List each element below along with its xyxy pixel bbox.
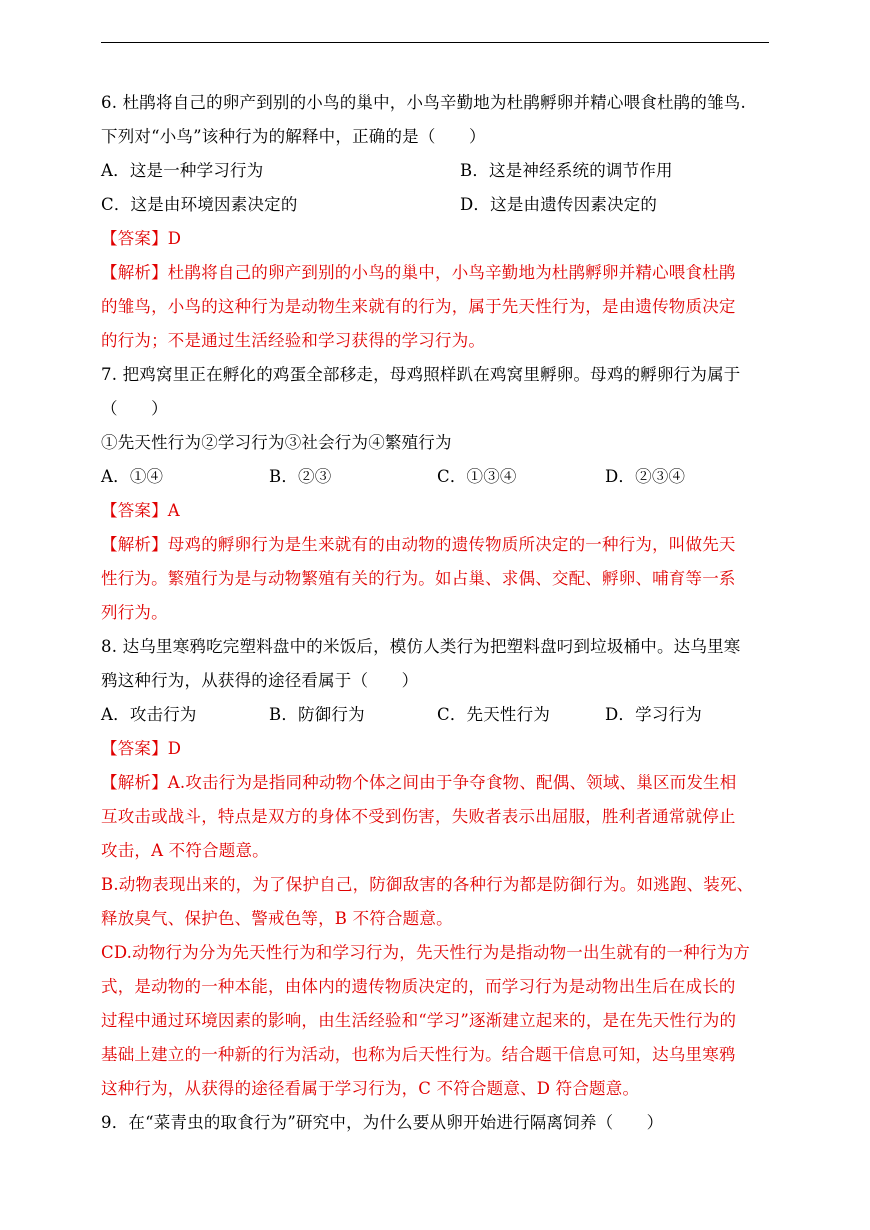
- question-stem-line: 鸦这种行为，从获得的途径看属于（ ）: [101, 671, 419, 690]
- question-stem-line: （ ）: [101, 399, 168, 418]
- option-c: C．这是由环境因素决定的: [101, 195, 298, 214]
- question-9: [101, 1106, 773, 1140]
- question-stem-line: 9．在“菜青虫的取食行为”研究中，为什么要从卵开始进行隔离饲养（ ）: [101, 1113, 664, 1132]
- options-row: [101, 154, 773, 188]
- question-6: [101, 86, 773, 358]
- option-d: D．这是由遗传因素决定的: [460, 195, 658, 214]
- question-8: [101, 630, 773, 1106]
- question-stem-line: 下列对“小鸟”该种行为的解释中，正确的是（ ）: [101, 127, 486, 146]
- analysis-line: 式，是动物的一种本能，由体内的遗传物质决定的，而学习行为是动物出生后在成长的: [101, 977, 736, 996]
- analysis-line: 互攻击或战斗，特点是双方的身体不受到伤害，失败者表示出屈服，胜利者通常就停止: [101, 807, 736, 826]
- answer-line: 【答案】D: [101, 739, 182, 758]
- analysis-line: B.动物表现出来的，为了保护自己，防御敌害的各种行为都是防御行为。如逃跑、装死、: [101, 875, 754, 894]
- analysis-line: 的行为；不是通过生活经验和学习获得的学习行为。: [101, 331, 486, 350]
- header-rule: [101, 42, 769, 43]
- options-row: [101, 460, 773, 494]
- analysis-line: 的雏鸟，小鸟的这种行为是动物生来就有的行为，属于先天性行为，是由遗传物质决定: [101, 297, 736, 316]
- question-items: ①先天性行为②学习行为③社会行为④繁殖行为: [101, 433, 452, 452]
- question-stem-line: 6. 杜鹃将自己的卵产到别的小鸟的巢中，小鸟辛勤地为杜鹃孵卵并精心喂食杜鹃的雏鸟.: [101, 93, 746, 112]
- option-b: B．防御行为: [269, 705, 365, 724]
- option-c: C．①③④: [437, 467, 517, 486]
- analysis-line: CD.动物行为分为先天性行为和学习行为，先天性行为是指动物一出生就有的一种行为方: [101, 943, 751, 962]
- analysis-line: 基础上建立的一种新的行为活动，也称为后天性行为。结合题干信息可知，达乌里寒鸦: [101, 1045, 736, 1064]
- option-a: A．①④: [101, 467, 164, 486]
- analysis-line: 性行为。繁殖行为是与动物繁殖有关的行为。如占巢、求偶、交配、孵卵、哺育等一系: [101, 569, 736, 588]
- analysis-line: 这种行为，从获得的途径看属于学习行为，C 不符合题意、D 符合题意。: [101, 1079, 640, 1098]
- option-c: C．先天性行为: [437, 705, 551, 724]
- option-a: A．这是一种学习行为: [101, 161, 264, 180]
- analysis-line: 列行为。: [101, 603, 168, 622]
- option-a: A．攻击行为: [101, 705, 197, 724]
- option-b: B．这是神经系统的调节作用: [460, 161, 673, 180]
- analysis-line: 【解析】杜鹃将自己的卵产到别的小鸟的巢中，小鸟辛勤地为杜鹃孵卵并精心喂食杜鹃: [101, 263, 736, 282]
- option-d: D．学习行为: [605, 705, 702, 724]
- options-row: [101, 188, 773, 222]
- document-body: [101, 86, 773, 1140]
- options-row: [101, 698, 773, 732]
- analysis-line: 释放臭气、保护色、警戒色等，B 不符合题意。: [101, 909, 453, 928]
- analysis-line: 【解析】母鸡的孵卵行为是生来就有的由动物的遗传物质所决定的一种行为，叫做先天: [101, 535, 736, 554]
- analysis-line: 【解析】A.攻击行为是指同种动物个体之间由于争夺食物、配偶、领域、巢区而发生相: [101, 773, 737, 792]
- question-stem-line: 7. 把鸡窝里正在孵化的鸡蛋全部移走，母鸡照样趴在鸡窝里孵卵。母鸡的孵卵行为属于: [101, 365, 741, 384]
- option-b: B．②③: [269, 467, 332, 486]
- analysis-line: 过程中通过环境因素的影响，由生活经验和“学习”逐渐建立起来的，是在先天性行为的: [101, 1011, 737, 1030]
- analysis-line: 攻击，A 不符合题意。: [101, 841, 269, 860]
- answer-line: 【答案】D: [101, 229, 182, 248]
- option-d: D．②③④: [605, 467, 686, 486]
- question-stem-line: 8. 达乌里寒鸦吃完塑料盘中的米饭后，模仿人类行为把塑料盘叼到垃圾桶中。达乌里寒: [101, 637, 741, 656]
- answer-line: 【答案】A: [101, 501, 180, 520]
- question-7: [101, 358, 773, 630]
